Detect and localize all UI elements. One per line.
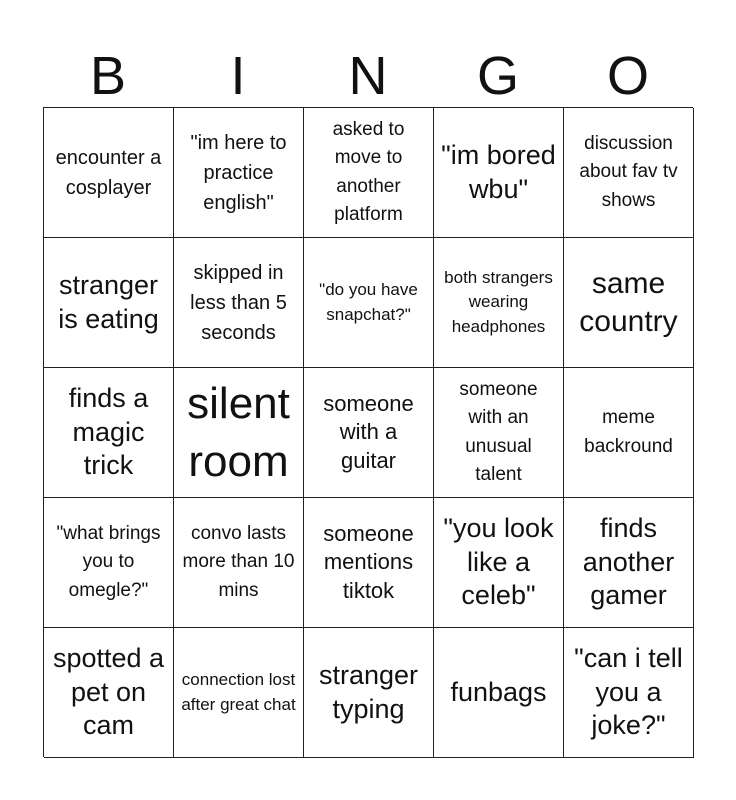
- cell-text: convo lasts more than 10 mins: [182, 522, 295, 601]
- cell-text: stranger typing: [318, 659, 419, 724]
- cell-text: discussion about fav tv shows: [579, 132, 678, 211]
- header-letter-g: G: [476, 46, 519, 106]
- bingo-cell[interactable]: [564, 238, 694, 368]
- bingo-cell[interactable]: [564, 368, 694, 498]
- cell-text: asked to move to another platform: [332, 118, 405, 225]
- free-space-cell[interactable]: [174, 368, 304, 498]
- header-letter-i: I: [230, 46, 246, 106]
- cell-text: "do you have snapchat?": [319, 279, 418, 324]
- bingo-cell[interactable]: [304, 368, 434, 498]
- bingo-cell[interactable]: [304, 238, 434, 368]
- bingo-cell[interactable]: [174, 498, 304, 628]
- cell-text: "can i tell you a joke?": [574, 642, 683, 741]
- bingo-cell[interactable]: [564, 498, 694, 628]
- cell-text: finds a magic trick: [68, 382, 149, 481]
- cell-text: someone with a guitar: [323, 390, 414, 473]
- cell-text: connection lost after great chat: [181, 669, 296, 714]
- bingo-cell[interactable]: [44, 368, 174, 498]
- bingo-cell[interactable]: [174, 628, 304, 758]
- cell-text: same country: [579, 267, 678, 338]
- cell-text: both strangers wearing headphones: [444, 267, 553, 336]
- bingo-board: [43, 107, 693, 757]
- bingo-cell[interactable]: [434, 108, 564, 238]
- cell-text: someone with an unusual talent: [459, 378, 538, 485]
- cell-text: someone mentions tiktok: [323, 520, 414, 603]
- cell-text: funbags: [450, 676, 547, 707]
- cell-text: silent room: [187, 379, 290, 486]
- cell-text: "what brings you to omegle?": [56, 522, 161, 601]
- bingo-cell[interactable]: [304, 498, 434, 628]
- cell-text: finds another gamer: [582, 512, 675, 611]
- cell-text: stranger is eating: [58, 269, 159, 334]
- cell-text: meme backround: [584, 407, 673, 457]
- bingo-cell[interactable]: [564, 108, 694, 238]
- header-letter-o: O: [606, 46, 649, 106]
- bingo-cell[interactable]: [304, 628, 434, 758]
- bingo-cell[interactable]: [44, 238, 174, 368]
- bingo-cell[interactable]: [174, 108, 304, 238]
- cell-text: encounter a cosplayer: [55, 146, 162, 199]
- header-letter-b: B: [89, 46, 127, 106]
- bingo-cell[interactable]: [44, 498, 174, 628]
- bingo-cell[interactable]: [564, 628, 694, 758]
- bingo-cell[interactable]: [174, 238, 304, 368]
- bingo-cell[interactable]: [434, 628, 564, 758]
- bingo-cell[interactable]: [434, 368, 564, 498]
- bingo-cell[interactable]: [434, 498, 564, 628]
- bingo-cell[interactable]: [44, 628, 174, 758]
- bingo-cell[interactable]: [44, 108, 174, 238]
- cell-text: skipped in less than 5 seconds: [190, 261, 287, 344]
- cell-text: "you look like a celeb": [443, 512, 554, 611]
- bingo-header: [43, 44, 693, 108]
- bingo-cell[interactable]: [304, 108, 434, 238]
- header-letter-n: N: [348, 46, 388, 106]
- bingo-cell[interactable]: [434, 238, 564, 368]
- cell-text: "im here to practice english": [190, 131, 287, 214]
- cell-text: spotted a pet on cam: [52, 642, 165, 741]
- cell-text: "im bored wbu": [441, 139, 556, 204]
